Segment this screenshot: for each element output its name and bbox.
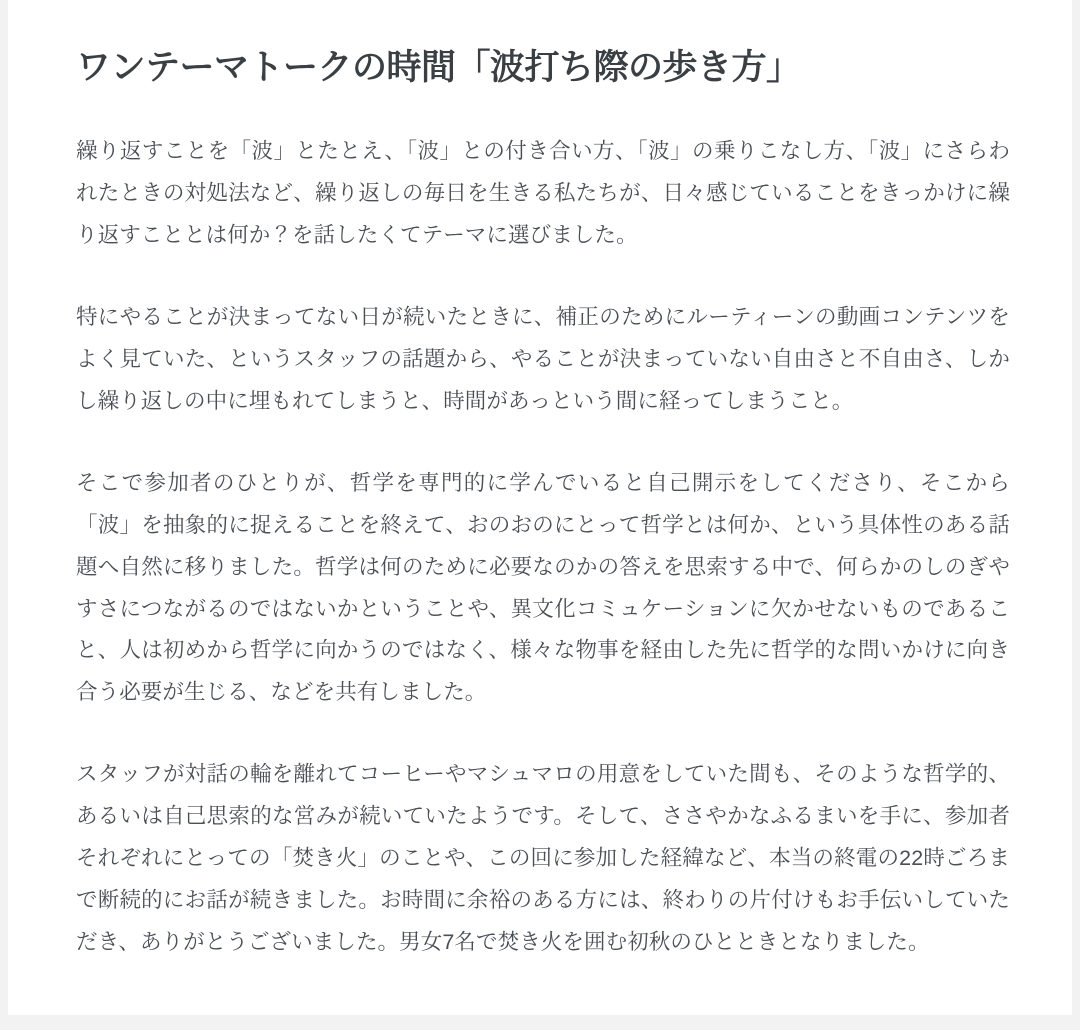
paragraph: そこで参加者のひとりが、哲学を専門的に学んでいると自己開示をしてくださり、そこから「波」を抽象的に捉えることを終えて、おのおのにとって哲学とは何か、という具体性のある話題へ自然に移りました。哲学は何のために必要なのかの答えを思索する中で、何らかのしのぎやすさにつながるのではないかということや、異文化コミュケーションに欠かせないものであること、人は初めから哲学に向かうのではなく、様々な物事を経由した先に哲学的な問いかけに向き合う必要が生じる、などを共有しました。 bbox=[76, 470, 1010, 705]
paragraph: 繰り返すことを「波」とたとえ、「波」との付き合い方、「波」の乗りこなし方、「波」にさらわれたときの対処法など、繰り返しの毎日を生きる私たちが、日々感じていることをきっかけに繰り返すこととは何か？を話したくてテーマに選びました。 bbox=[76, 139, 1010, 248]
paragraph: スタッフが対話の輪を離れてコーヒーやマシュマロの用意をしていた間も、そのような哲学的、あるいは自己思索的な営みが続いていたようです。そして、ささやかなふるまいを手に、参加者それぞれにとっての「焚き火」のことや、この回に参加した経緯など、本当の終電の22時ごろまで断続的にお話が続きました。お時間に余裕のある方には、終わりの片付けもお手伝いしていただき、ありがとうございました。男女7名で焚き火を囲む初秋のひとときとなりました。 bbox=[76, 762, 1010, 954]
page-bottom-margin bbox=[0, 1015, 1080, 1030]
document-page bbox=[8, 0, 1072, 1015]
paragraph: 特にやることが決まってない日が続いたときに、補正のためにルーティーンの動画コンテンツをよく見ていた、というスタッフの話題から、やることが決まっていない自由さと不自由さ、しかし繰り返しの中に埋もれてしまうと、時間があっという間に経ってしまうこと。 bbox=[76, 305, 1010, 413]
page-title: ワンテーマトークの時間「波打ち際の歩き方」 bbox=[76, 48, 801, 87]
document-body bbox=[76, 131, 1010, 964]
page-right-margin bbox=[1072, 0, 1080, 1030]
